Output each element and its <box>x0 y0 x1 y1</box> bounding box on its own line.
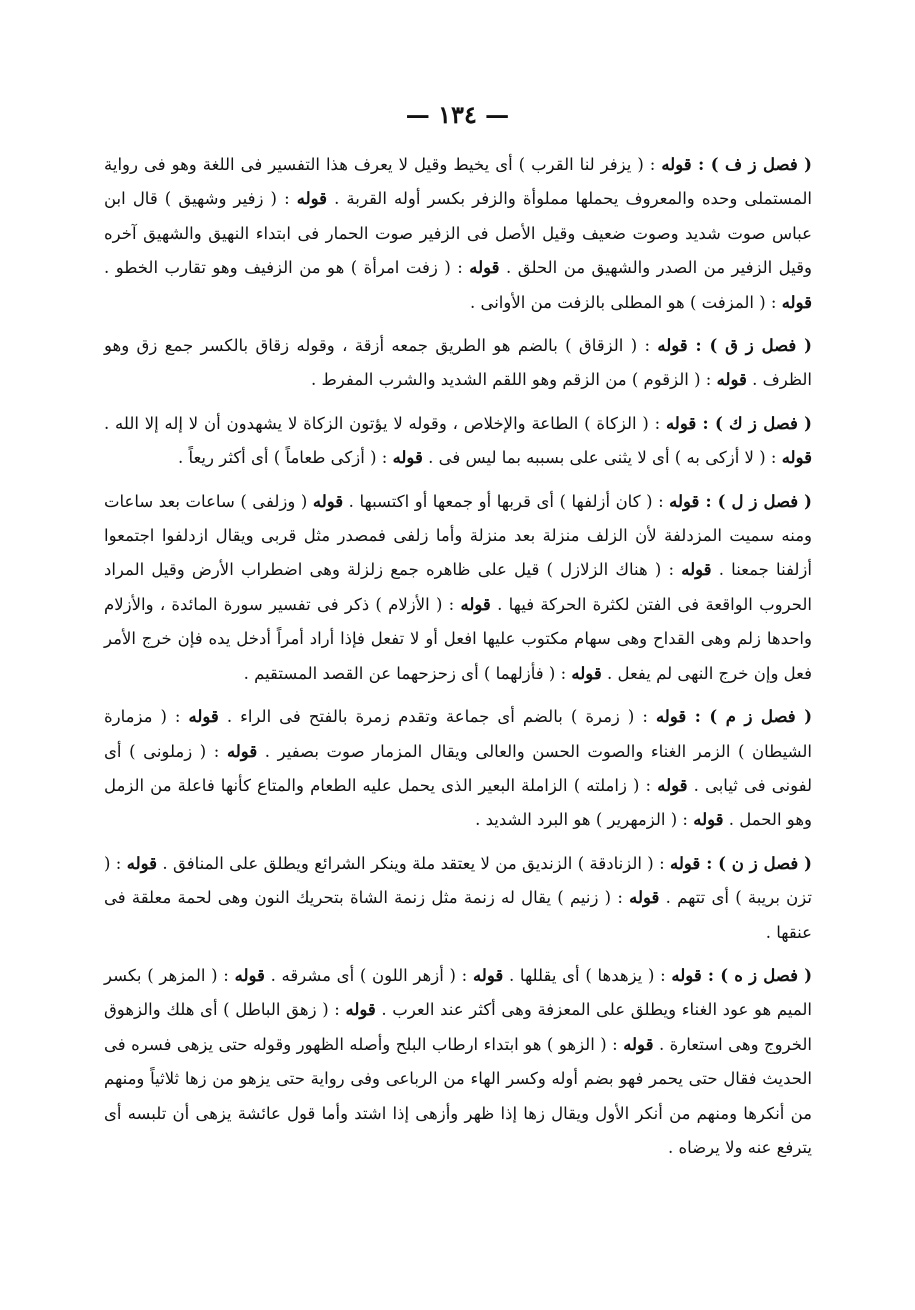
section-heading: ( فصل ز ف ) : <box>692 155 812 174</box>
entry-text: : ( زمرة ) بالضم أى جماعة وتقدم زمرة بالفتح فى الراء . <box>218 707 656 727</box>
keyword-label: قوله <box>657 336 688 356</box>
section-paragraph <box>104 847 812 950</box>
entry-text: : ( الزنادقة ) الزنديق من لا يعتقد ملة وينكر الشرائع ويطلق على المنافق . <box>157 853 671 873</box>
entry-text: : ( هناك الزلازل ) قيل على ظاهره جمع زلزلة وهى اضطراب الأرض وقيل المراد الحروب الواقعة فى الفتن لكثرة الحركة فيها . <box>104 560 813 614</box>
keyword-label: قوله <box>716 370 747 390</box>
section-heading: ( فصل ز ن ) : <box>700 854 812 873</box>
section-heading: ( فصل ز ك ) : <box>696 414 812 433</box>
entry-text: : ( زفير وشهيق ) قال ابن عباس صوت شديد وصوت ضعيف وقيل الأصل فى الزفير صوت الحمار فى ابتداء النهيق والشهيق آخره وقيل الزفير من الصدر والشهيق من الحلق . <box>104 189 812 278</box>
entry-text: : ( الزقوم ) من الزقم وهو اللقم الشديد والشرب المفرط . <box>311 370 717 390</box>
entry-text: : ( كان أزلفها ) أى قربها أو جمعها أو اكتسبها . <box>343 491 670 511</box>
entry-text: : ( فأزلهما ) أى زحزحهما عن القصد المستقيم . <box>243 663 572 683</box>
entry-text: : ( مزمارة الشيطان ) الزمر الغناء والصوت الحسن والعالى ويقال المزمار صوت بصفير . <box>104 707 812 761</box>
section-heading: ( فصل ز م ) : <box>686 707 812 726</box>
entry-text: : ( الزمهرير ) هو البرد الشديد . <box>475 810 694 830</box>
entry-text: : ( زاملته ) الزاملة البعير الذى يحمل عليه الطعام والمتاع كأنها فاعلة من الزمل وهو الحمل . <box>104 775 812 830</box>
section-heading: ( فصل ز ه ) : <box>702 966 812 985</box>
entry-text: : ( زنيم ) يقال له زنمة مثل زنمة الشاة بتحريك النون وهى لحمة معلقة فى عنقها . <box>104 888 812 942</box>
entry-text: : ( يزهدها ) أى يقللها . <box>503 965 672 985</box>
keyword-label: قوله <box>661 155 692 174</box>
entry-text: : ( لا أزكى به ) أى لا يثنى على بسببه بما ليس فى . <box>422 448 782 468</box>
entry-text: : ( المزفت ) هو المطلى بالزفت من الأوانى . <box>469 292 782 312</box>
entry-text: : ( الزكاة ) الطاعة والإخلاص ، وقوله لا يؤتون الزكاة لا يشهدون أن لا إله إلا الله . <box>104 413 666 433</box>
section <box>104 959 812 1165</box>
section-paragraph <box>104 407 812 476</box>
keyword-label: قوله <box>623 1034 654 1054</box>
keyword-label: قوله <box>671 965 702 985</box>
entry-text: : ( أزهر اللون ) أى مشرقه . <box>264 965 473 985</box>
section-heading: ( فصل ز ق ) : <box>688 336 812 355</box>
entry-text: : ( المزهر ) بكسر الميم هو عود الغناء ويطلق على المعزفة وهى أكثر عند العرب . <box>104 965 812 1020</box>
keyword-label: قوله <box>472 965 504 985</box>
keyword-label: قوله <box>296 189 328 209</box>
section <box>104 148 812 320</box>
keyword-label: قوله <box>126 853 158 873</box>
section-paragraph <box>104 148 812 320</box>
keyword-label: قوله <box>234 965 265 985</box>
section-paragraph <box>104 700 812 838</box>
section <box>104 700 812 838</box>
keyword-label: قوله <box>655 707 687 727</box>
keyword-label: قوله <box>312 491 344 511</box>
page-body <box>104 148 812 1174</box>
section-paragraph <box>104 485 812 691</box>
keyword-label: قوله <box>571 663 602 683</box>
keyword-label: قوله <box>665 413 697 433</box>
entry-text: : ( أزكى طعاماً ) أى أكثر ريعاً . <box>177 448 393 468</box>
entry-text: : ( زملونى ) أى لفونى فى ثيابى . <box>104 741 812 795</box>
keyword-label: قوله <box>781 448 812 468</box>
page-number: — ١٣٤ — <box>405 100 510 129</box>
keyword-label: قوله <box>670 853 701 873</box>
section-paragraph <box>104 329 812 398</box>
section <box>104 329 812 398</box>
keyword-label: قوله <box>392 448 423 468</box>
entry-text: : ( زفت امرأة ) هو من الزفيف وهو تقارب الخطو . <box>104 258 470 278</box>
section <box>104 407 812 476</box>
keyword-label: قوله <box>629 888 660 908</box>
section-paragraph <box>104 959 812 1165</box>
keyword-label: قوله <box>345 1000 376 1020</box>
keyword-label: قوله <box>657 775 688 795</box>
entry-text: : ( يزفر لنا القرب ) أى يخيط وقيل لا يعرف هذا التفسير فى اللغة وهو فى رواية المستملى وحده والمعروف يحملها مملوأة والزفر بكسر أوله القربة . <box>104 155 812 209</box>
section-heading: ( فصل ز ل ) : <box>699 492 812 511</box>
keyword-label: قوله <box>469 258 500 278</box>
keyword-label: قوله <box>693 810 724 830</box>
entry-text: : ( الأزلام ) ذكر فى تفسير سورة المائدة ، والأزلام واحدها زلم وهى القداح وهى سهام مكتوب عليها افعل أو لا تفعل فإذا أراد أمراً أدخل يده فإن خرج الأمر فعل وإن خرج النهى لم يفعل . <box>104 594 812 683</box>
keyword-label: قوله <box>781 292 812 312</box>
keyword-label: قوله <box>188 707 219 727</box>
section <box>104 485 812 691</box>
keyword-label: قوله <box>226 741 258 761</box>
entry-text: ( وزلفى ) ساعات بعد ساعات ومنه سميت المزدلفة لأن الزلف منزلة بعد منزلة وأما زلفى فمصدر مثل قربى ويقال ازدلفوا اجتمعوا أزلفنا جمعنا . <box>104 491 812 580</box>
keyword-label: قوله <box>460 594 491 614</box>
entry-text: : ( الزقاق ) بالضم هو الطريق جمعه أزقة ، وقوله زقاق بالكسر جمع زق وهو الظرف . <box>104 336 812 390</box>
entry-text: : ( الزهو ) هو ابتداء ارطاب البلح وأصله الظهور وقوله حتى يزهى فسره فى الحديث فقال حتى يحمر فهو بضم أوله وكسر الهاء من الرباعى وفى رواية حتى يزهو من زها ثلاثياً ومنهم من أنكرها ومنهم من أنكر الأول ويقال زها إذا ظهر وأزهى إذا اشتد وأما قول عائشة يزهى أن تلبسه أى يترفع عنه ولا يرضاه . <box>104 1034 812 1157</box>
entry-text: : ( زهق الباطل ) أى هلك والزهوق الخروج وهى استعارة . <box>104 1000 812 1054</box>
entry-text: : ( تزن بريبة ) أى تتهم . <box>104 853 812 908</box>
section <box>104 847 812 950</box>
keyword-label: قوله <box>669 491 700 511</box>
keyword-label: قوله <box>681 560 712 580</box>
